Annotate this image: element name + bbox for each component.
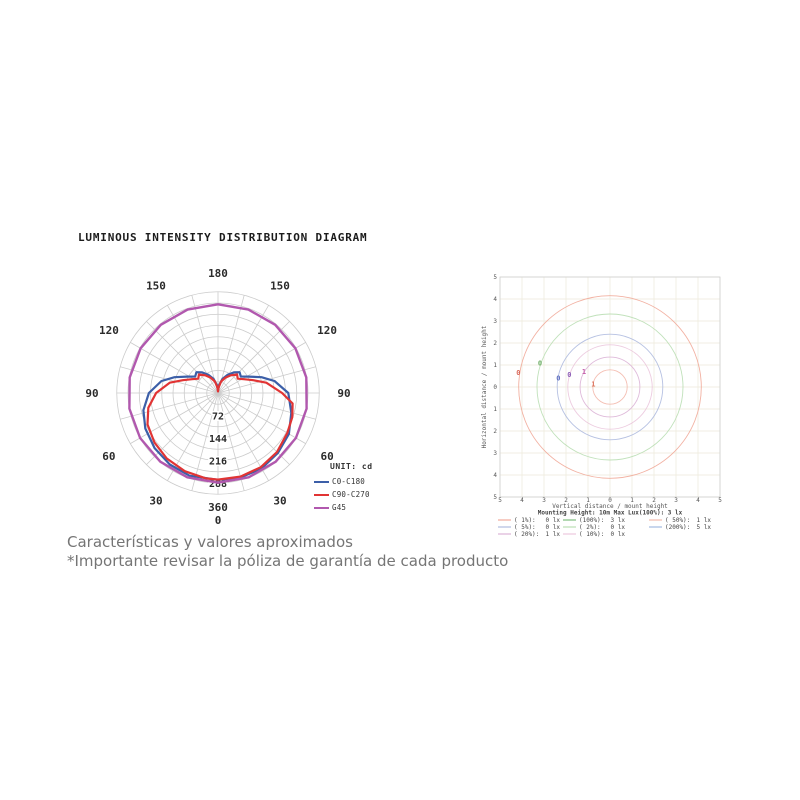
polar-angle-label: 0	[214, 514, 222, 527]
isolux-contour-value-10pct: 0	[567, 371, 572, 380]
isolux-legend-value-5pct: 0 lx	[545, 524, 560, 531]
polar-angle-label: 30	[149, 494, 163, 508]
polar-angle-label: 150	[270, 279, 290, 293]
isolux-ytick-label: 2	[493, 340, 497, 347]
polar-ring-label: 216	[208, 456, 228, 468]
isolux-legend-value-20pct: 1 lx	[545, 531, 560, 538]
polar-legend-item-c0-c180	[314, 475, 373, 488]
caption	[67, 533, 508, 571]
polar-grid-spoke	[146, 321, 218, 393]
isolux-ytick-label: 2	[493, 428, 497, 435]
isolux-xtick-label: 5	[498, 497, 502, 504]
isolux-legend-value-1pct: 0 lx	[545, 517, 560, 524]
legend-line-swatch	[314, 507, 329, 509]
polar-grid-spoke	[146, 393, 218, 465]
polar-angle-label: 90	[85, 387, 99, 400]
isolux-legend-percent-200pct: (200%):	[665, 524, 691, 531]
polar-legend-item-c90-c270	[314, 488, 373, 501]
polar-chart-legend	[314, 462, 373, 514]
polar-grid-spoke	[218, 393, 316, 419]
isolux-xtick-label: 1	[586, 497, 590, 504]
polar-legend-item-g45	[314, 501, 373, 514]
legend-series-label: C90-C270	[332, 490, 370, 499]
isolux-legend-percent-2pct: ( 2%):	[579, 524, 601, 531]
isolux-legend-percent-100pct: (100%):	[579, 517, 605, 524]
polar-angle-label: 30	[273, 494, 287, 508]
legend-series-label: G45	[332, 503, 347, 512]
isolux-legend-percent-1pct: ( 1%):	[514, 517, 536, 524]
polar-angle-label: 120	[98, 324, 119, 337]
caption-line-1: Características y valores aproximados	[67, 533, 353, 551]
isolux-xtick-label: 0	[608, 497, 612, 504]
legend-line-swatch	[314, 481, 329, 483]
isolux-xtick-label: 4	[520, 497, 524, 504]
isolux-ytick-label: 4	[493, 296, 497, 303]
polar-ring-label: 72	[211, 411, 225, 423]
polar-grid-spoke	[218, 393, 290, 465]
isolux-ytick-label: 0	[493, 384, 497, 391]
isolux-contour-value-5pct: 0	[556, 374, 561, 383]
isolux-chart	[481, 274, 722, 538]
isolux-contour-value-2pct: 0	[537, 359, 543, 368]
polar-legend-rows	[314, 475, 373, 514]
legend-line-swatch	[314, 494, 329, 496]
polar-angle-label: 180	[208, 267, 228, 280]
isolux-legend-value-200pct: 5 lx	[696, 524, 711, 531]
isolux-legend-percent-20pct: ( 20%):	[514, 531, 540, 538]
polar-angle-label: 360	[208, 501, 228, 514]
isolux-legend-value-50pct: 1 lx	[696, 517, 711, 524]
isolux-legend-value-10pct: 0 lx	[610, 531, 625, 538]
isolux-subtitle: Mounting Height: 10m Max Lux(100%): 3 lx	[537, 509, 683, 517]
isolux-ytick-label: 5	[493, 494, 497, 501]
polar-angle-label: 60	[102, 450, 116, 463]
polar-angle-label: 150	[146, 279, 166, 293]
isolux-x-axis-label: Vertical distance / mount height	[552, 503, 668, 510]
polar-ring-label: 288	[208, 479, 228, 490]
isolux-ytick-label: 1	[493, 362, 497, 369]
isolux-y-axis-label: Horizontal distance / mount height	[481, 325, 488, 449]
polar-angle-label: 60	[320, 450, 334, 463]
polar-angle-label: 90	[337, 387, 351, 400]
isolux-xtick-label: 1	[630, 497, 634, 504]
isolux-ytick-label: 4	[493, 472, 497, 479]
isolux-legend-value-100pct: 3 lx	[610, 517, 625, 524]
isolux-xtick-label: 5	[718, 497, 722, 504]
isolux-xtick-label: 2	[652, 497, 656, 504]
isolux-xtick-label: 4	[696, 497, 700, 504]
isolux-ytick-label: 5	[493, 274, 497, 281]
polar-grid-spoke	[218, 321, 290, 393]
isolux-ytick-label: 3	[493, 318, 497, 325]
isolux-legend-value-2pct: 0 lx	[610, 524, 625, 531]
polar-ring-label: 144	[208, 434, 228, 445]
legend-series-label: C0-C180	[332, 477, 366, 486]
polar-chart-title: LUMINOUS INTENSITY DISTRIBUTION DIAGRAM	[78, 231, 368, 244]
isolux-contour-value-1pct: 0	[516, 369, 521, 377]
isolux-xtick-label: 3	[674, 497, 678, 504]
isolux-xtick-label: 2	[564, 497, 568, 504]
isolux-legend-percent-5pct: ( 5%):	[514, 524, 536, 531]
isolux-ytick-label: 1	[493, 406, 497, 413]
polar-chart	[85, 267, 350, 527]
isolux-ytick-label: 3	[493, 450, 497, 457]
isolux-contour-value-20pct: 1	[581, 367, 587, 376]
isolux-contour-value-50pct: 1	[591, 380, 596, 389]
isolux-xtick-label: 3	[542, 497, 546, 504]
isolux-legend-percent-10pct: ( 10%):	[579, 531, 605, 538]
polar-angle-label: 120	[317, 324, 338, 337]
isolux-legend-percent-50pct: ( 50%):	[665, 517, 691, 524]
unit-label: UNIT: cd	[330, 462, 373, 471]
polar-grid-spoke	[120, 393, 218, 419]
caption-line-2: *Importante revisar la póliza de garantía de cada producto	[67, 552, 509, 570]
